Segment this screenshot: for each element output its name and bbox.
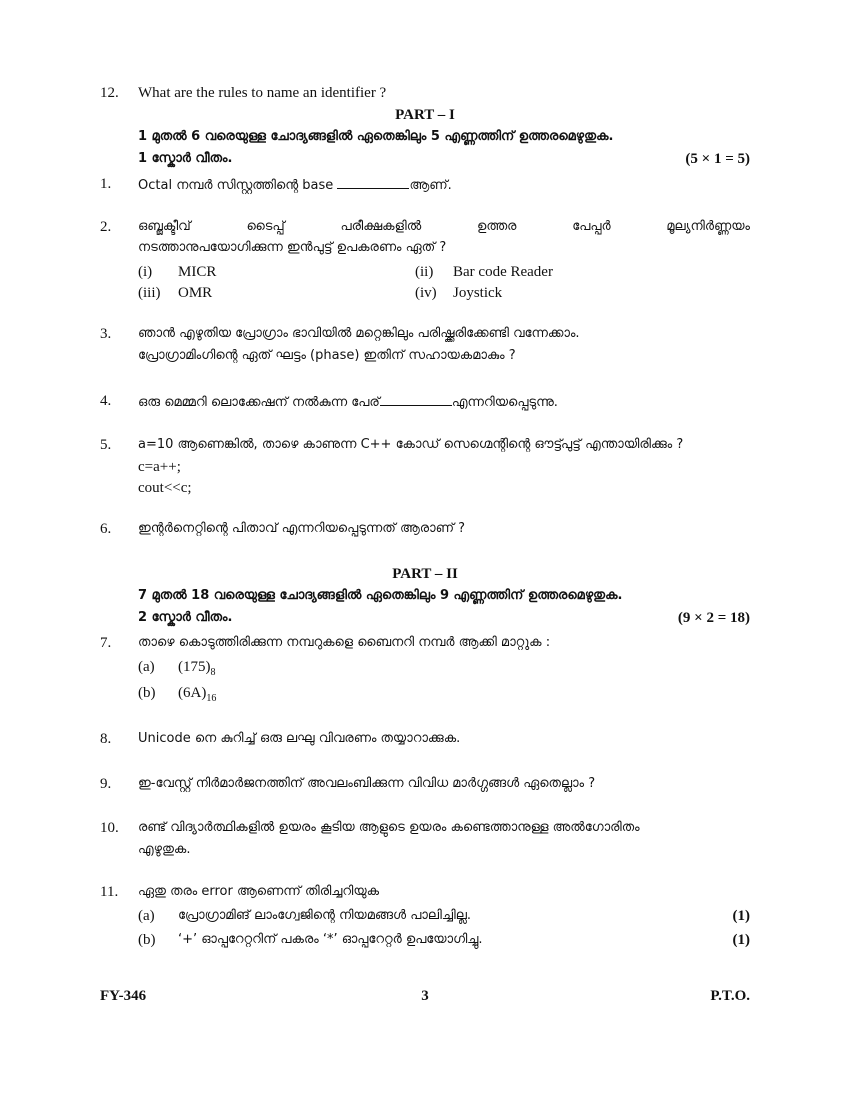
q4-text bbox=[138, 393, 558, 410]
q2-option-text: Bar code Reader bbox=[453, 264, 553, 280]
q7-a-number: (175) bbox=[178, 659, 211, 675]
q2-word: പേപ്പർ bbox=[572, 219, 611, 234]
q11-a-text: പ്രോഗ്രാമിങ് ലാംഗ്വേജിന്റെ നിയമങ്ങൾ പാലിച്ചില്ല. bbox=[178, 908, 472, 923]
q2-option-label: (iv) bbox=[415, 285, 437, 301]
part1-score-note: 1 സ്കോർ വീതം. bbox=[138, 151, 233, 166]
q5-code-line2: cout<<c; bbox=[138, 480, 192, 496]
q3-line1: ഞാൻ എഴുതിയ പ്രോഗ്രാം ഭാവിയിൽ മറ്റെങ്കിലും പരിഷ്ക്കരിക്കേണ്ടി വന്നേക്കാം. bbox=[138, 326, 580, 341]
part1-marks: (5 × 1 = 5) bbox=[685, 151, 750, 167]
q2-number: 2. bbox=[100, 219, 112, 235]
q11-a-label: (a) bbox=[138, 908, 155, 924]
q12-number: 12. bbox=[100, 85, 119, 101]
footer-pto: P.T.O. bbox=[710, 988, 750, 1004]
q2-option-text: MICR bbox=[178, 264, 217, 280]
q2-option-label: (iii) bbox=[138, 285, 161, 301]
q4-number: 4. bbox=[100, 393, 112, 409]
q7-b-number: (6A) bbox=[178, 685, 207, 701]
q2-option-text: Joystick bbox=[453, 285, 503, 301]
q1-number: 1. bbox=[100, 176, 112, 192]
q4-text-after: എന്നറിയപ്പെടുന്നു. bbox=[451, 395, 558, 410]
part1-heading: PART – I bbox=[395, 107, 455, 123]
q3-line2: പ്രോഗ്രാമിംഗിന്റെ ഏത് ഘട്ടം (phase) ഇതിന് സഹായകമാകും ? bbox=[138, 348, 516, 363]
q3-number: 3. bbox=[100, 326, 112, 342]
q5-number: 5. bbox=[100, 437, 112, 453]
q7-a-value bbox=[178, 659, 216, 678]
q7-b-label: (b) bbox=[138, 685, 156, 701]
q2-word: ഉത്തര bbox=[476, 219, 517, 234]
q1-text-after: ആണ്. bbox=[409, 178, 452, 193]
q11-b-label: (b) bbox=[138, 932, 156, 948]
q9-text: ഇ-വേസ്റ്റ് നിർമാർജനത്തിന് അവലംബിക്കുന്ന വിവിധ മാർഗ്ഗങ്ങൾ ഏതെല്ലാം ? bbox=[138, 776, 596, 791]
q5-code-line1: c=a++; bbox=[138, 459, 181, 475]
q7-number: 7. bbox=[100, 635, 112, 651]
part1-instruction: 1 മുതൽ 6 വരെയുള്ള ചോദ്യങ്ങളിൽ ഏതെങ്കിലും 5 എണ്ണത്തിന് ഉത്തരമെഴുതുക. bbox=[138, 129, 614, 144]
q4-blank bbox=[380, 393, 452, 406]
q7-b-base: 16 bbox=[206, 693, 217, 704]
q10-line1: രണ്ട് വിദ്യാർത്ഥികളിൽ ഉയരം കൂടിയ ആളുടെ ഉയരം കണ്ടെത്താനുള്ള അൽഗോരിതം bbox=[138, 820, 640, 835]
q1-text bbox=[138, 176, 452, 193]
q2-word: പരീക്ഷകളിൽ bbox=[340, 219, 422, 234]
q11-b-marks: (1) bbox=[732, 932, 750, 948]
q4-text-before: ഒരു മെമ്മറി ലൊക്കേഷന് നൽകുന്ന പേര് bbox=[138, 395, 380, 410]
part2-heading: PART – II bbox=[392, 566, 458, 582]
q2-option-label: (i) bbox=[138, 264, 153, 280]
q7-text: താഴെ കൊടുത്തിരിക്കുന്ന നമ്പറുകളെ ബൈനറി നമ്പർ ആക്കി മാറ്റുക : bbox=[138, 635, 551, 650]
footer-exam-code: FY-346 bbox=[100, 988, 147, 1004]
q11-a-marks: (1) bbox=[732, 908, 750, 924]
part2-instruction: 7 മുതൽ 18 വരെയുള്ള ചോദ്യങ്ങളിൽ ഏതെങ്കിലും 9 എണ്ണത്തിന് ഉത്തരമെഴുതുക. bbox=[138, 588, 623, 603]
q8-text: Unicode നെ കുറിച്ച് ഒരു ലഘു വിവരണം തയ്യാറാക്കുക. bbox=[138, 731, 461, 746]
q10-line2: എഴുതുക. bbox=[138, 842, 191, 857]
q9-number: 9. bbox=[100, 776, 112, 792]
q11-b-text: ‘+’ ഓപ്പറേറ്ററിന് പകരം ‘*’ ഓപ്പറേറ്റർ ഉപയോഗിച്ചു. bbox=[178, 932, 483, 947]
q6-number: 6. bbox=[100, 521, 112, 537]
q5-line1: a=10 ആണെങ്കിൽ, താഴെ കാണുന്ന C++ കോഡ് സെഗ്മെന്റിന്റെ ഔട്ട്പുട്ട് എന്തായിരിക്കും ? bbox=[138, 437, 684, 452]
q7-a-base: 8 bbox=[210, 667, 216, 678]
footer-page-number: 3 bbox=[421, 988, 429, 1004]
q2-line2: നടത്താനുപയോഗിക്കുന്ന ഇൻപുട്ട് ഉപകരണം ഏത് ? bbox=[138, 240, 447, 255]
q1-text-before: Octal നമ്പർ സിസ്റ്റത്തിന്റെ base bbox=[138, 178, 334, 193]
q2-line1 bbox=[138, 219, 750, 234]
q7-b-value bbox=[178, 685, 216, 704]
q2-word: മൂല്യനിർണ്ണയം bbox=[666, 219, 750, 234]
q10-number: 10. bbox=[100, 820, 119, 836]
q8-number: 8. bbox=[100, 731, 112, 747]
part2-marks: (9 × 2 = 18) bbox=[677, 610, 750, 626]
q2-word: ടൈപ്പ് bbox=[246, 219, 285, 234]
q11-text: ഏതു തരം error ആണെന്ന് തിരിച്ചറിയുക bbox=[138, 884, 380, 899]
q2-option-text: OMR bbox=[178, 285, 213, 301]
q7-a-label: (a) bbox=[138, 659, 155, 675]
q2-option-label: (ii) bbox=[415, 264, 434, 280]
q1-blank bbox=[337, 176, 409, 189]
part2-score-note: 2 സ്കോർ വീതം. bbox=[138, 610, 233, 625]
q11-number: 11. bbox=[100, 884, 119, 900]
q2-word: ഒബ്ജക്ടീവ് bbox=[138, 219, 191, 234]
q12-text: What are the rules to name an identifier ? bbox=[138, 85, 387, 101]
q6-text: ഇന്റർനെറ്റിന്റെ പിതാവ് എന്നറിയപ്പെടുന്നത് ആരാണ് ? bbox=[138, 521, 466, 536]
